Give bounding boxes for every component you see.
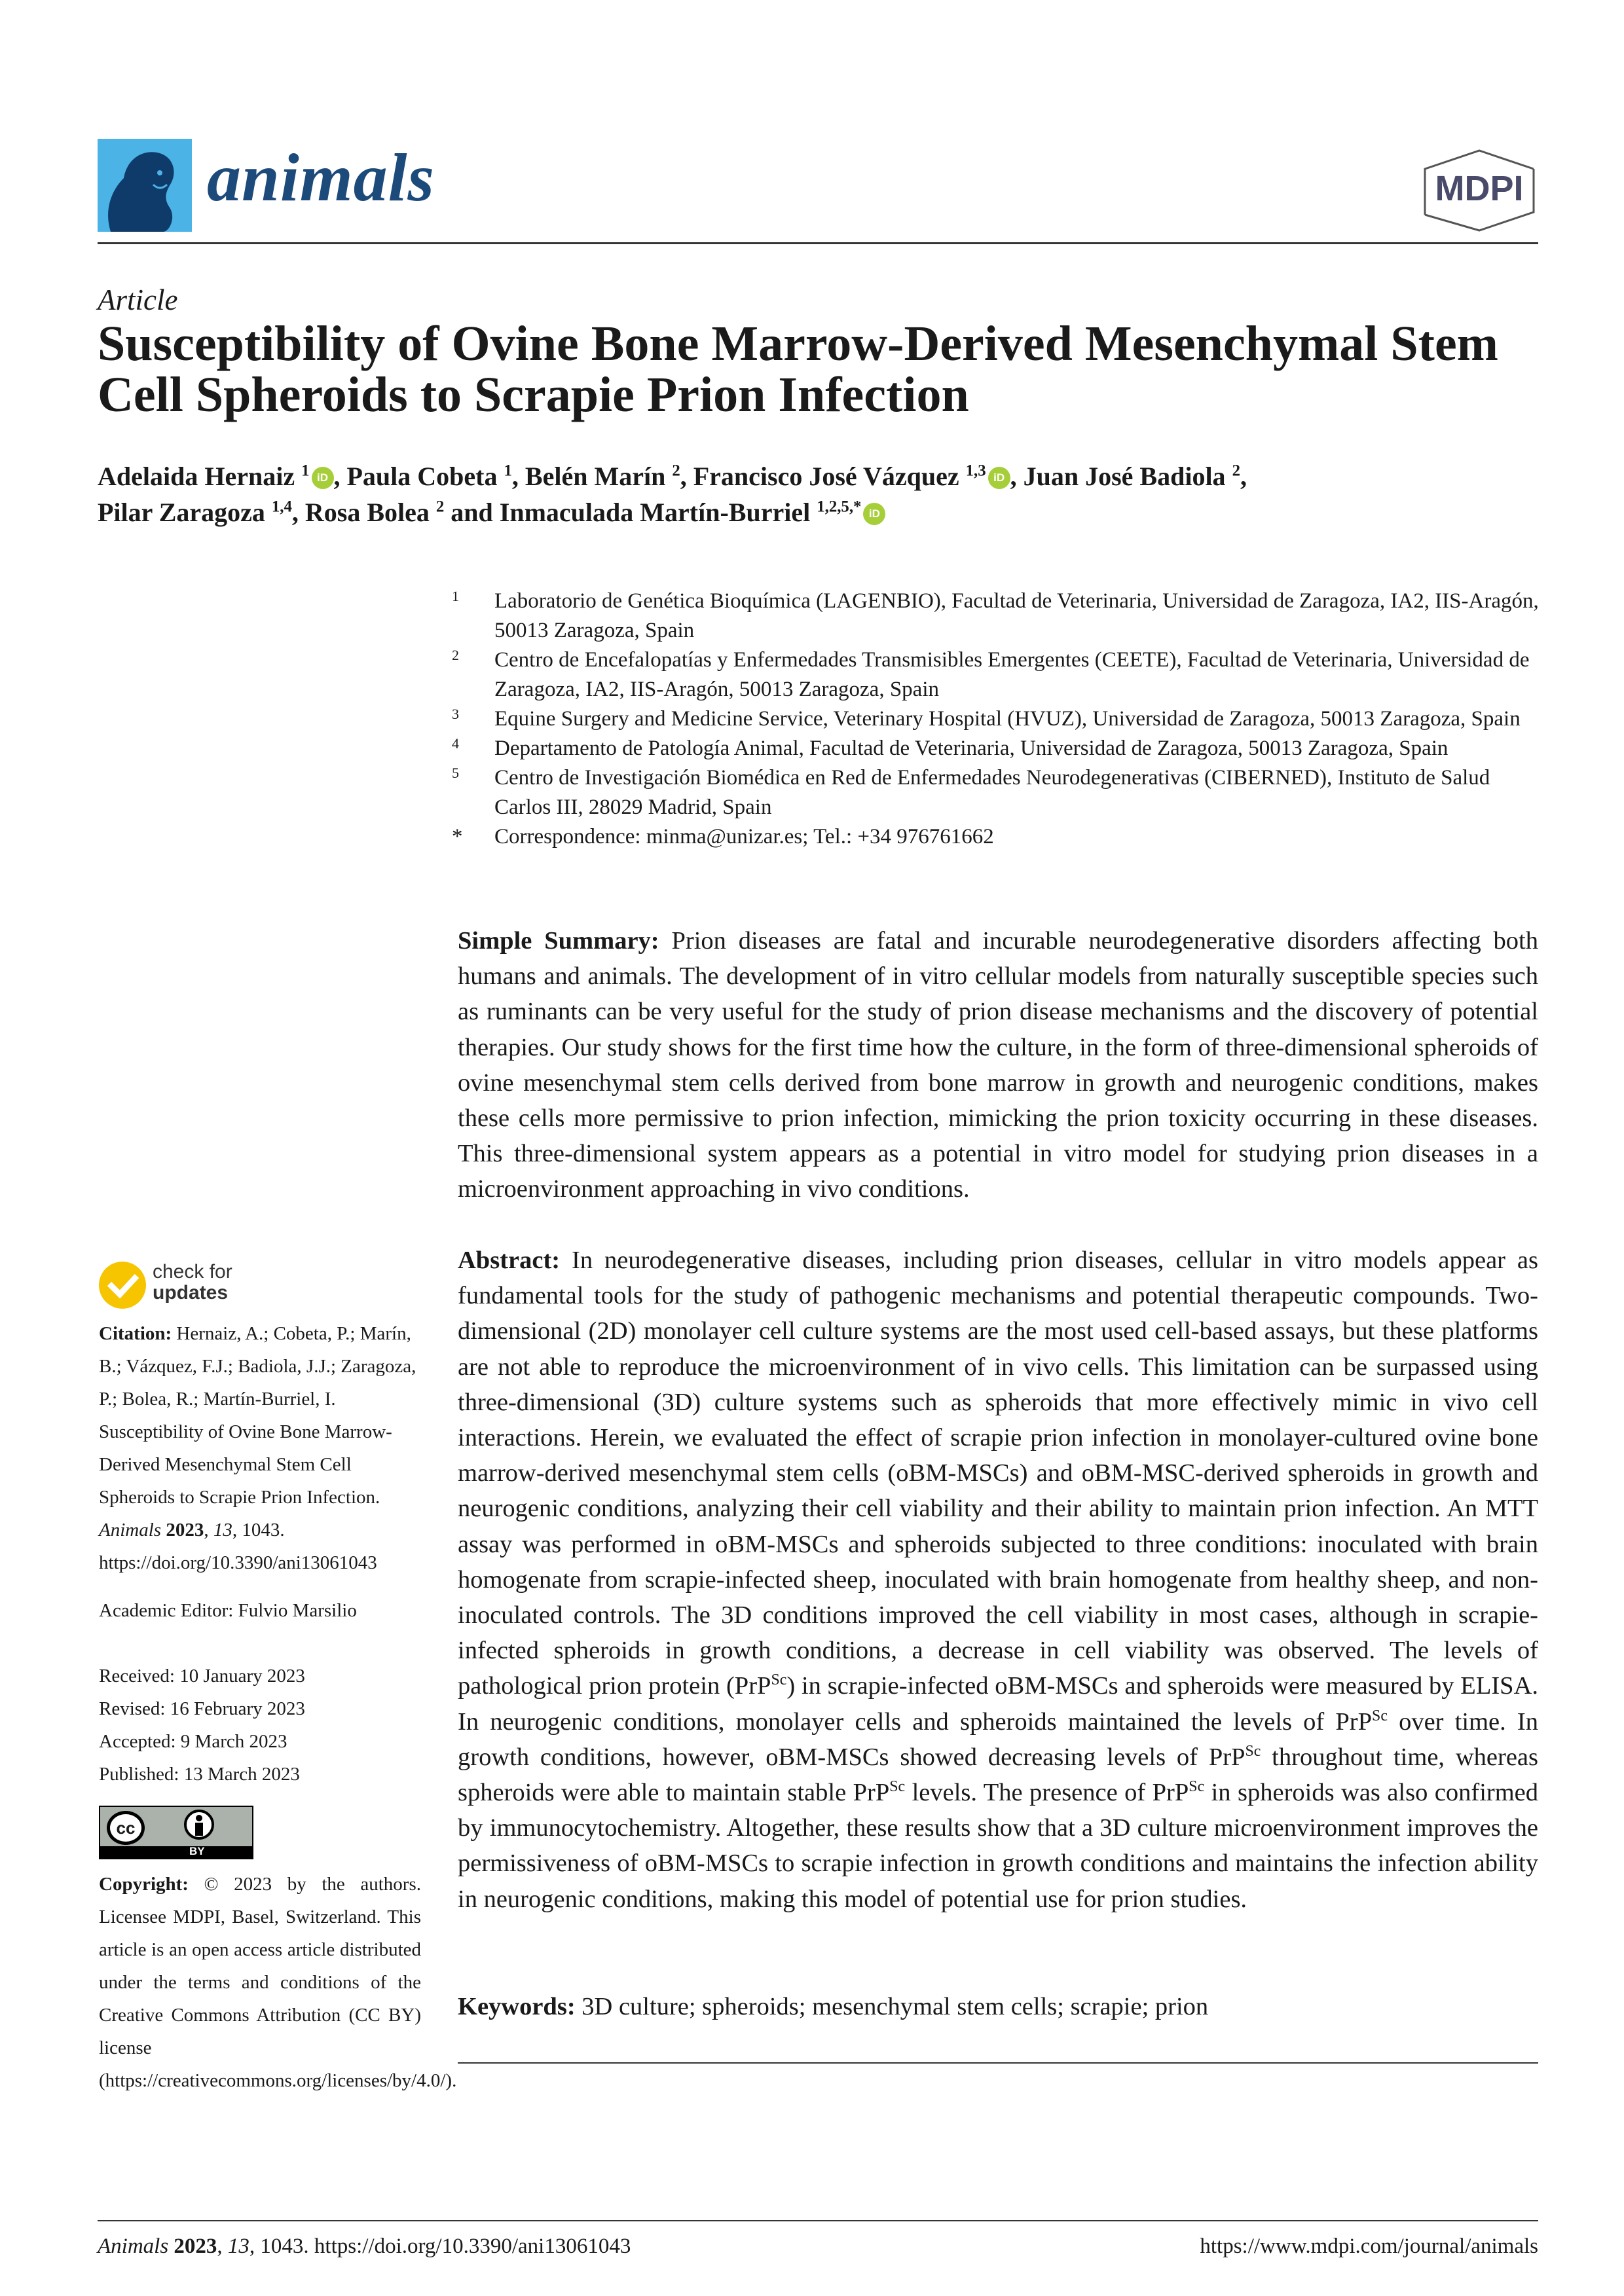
correspondence: * Correspondence: minma@unizar.es; Tel.: +34 976761662 — [452, 825, 994, 848]
monkey-icon — [98, 139, 192, 232]
affiliation: 3 Equine Surgery and Medicine Service, Veterinary Hospital (HVUZ), Universidad de Zaragoza, 50013 Zaragoza, Spain — [452, 706, 1521, 731]
author[interactable]: Juan José Badiola $^2$ — [1023, 462, 1240, 491]
copyright-notice: Copyright: © 2023 by the authors. Licensee MDPI, Basel, Switzerland. This article is an open access article distributed under the terms and conditions of the Creative Commons Attribution (CC BY) license (https://creativecommons.org/licenses/by/4.0/). — [99, 1874, 457, 2091]
orcid-icon[interactable]: iD — [863, 503, 885, 525]
cc-by-license-badge[interactable]: cc BY — [99, 1806, 253, 1859]
journal-logo — [98, 139, 192, 232]
header-rule — [98, 242, 1538, 244]
date-published: Published: 13 March 2023 — [99, 1764, 300, 1785]
author[interactable]: Rosa Bolea $^2$ — [304, 498, 445, 527]
article-type: Article — [98, 283, 178, 316]
person-icon — [184, 1810, 214, 1840]
date-received: Received: 10 January 2023 — [99, 1666, 305, 1686]
author[interactable]: Adelaida Hernaiz $^1$ — [98, 462, 310, 491]
author[interactable]: Belén Marín $^2$ — [525, 462, 680, 491]
author[interactable]: Francisco José Vázquez $^{1,3}$ — [693, 462, 986, 491]
journal-name: animals — [207, 140, 435, 215]
affiliation: 2 Centro de Encefalopatías y Enfermedades Transmisibles Emergentes (CEETE), Facultad de Veterinaria, Universidad de Zaragoza, IA2, IIS-Aragón, 50013 Zaragoza, Spain — [452, 647, 1530, 701]
simple-summary-label: Simple Summary: — [458, 927, 659, 955]
orcid-icon[interactable]: iD — [988, 467, 1010, 489]
abstract-rule — [458, 2062, 1538, 2064]
keywords-label: Keywords: — [458, 1993, 576, 2020]
affiliations — [452, 587, 1542, 852]
keywords-text: 3D culture; spheroids; mesenchymal stem cells; scrapie; prion — [581, 1993, 1209, 2020]
simple-summary — [458, 923, 1538, 1207]
affiliation: 4 Departamento de Patología Animal, Facultad de Veterinaria, Universidad de Zaragoza, 50013 Zaragoza, Spain — [452, 735, 1449, 760]
affiliation: 1 Laboratorio de Genética Bioquímica (LAGENBIO), Facultad de Veterinaria, Universidad de Zaragoza, IA2, IIS-Aragón, 50013 Zaragoza, Spain — [452, 588, 1539, 642]
author-list: Adelaida Hernaiz $^1$ iD , Paula Cobeta $^1$, Belén Marín $^2$, Francisco José Vázquez $^{1,3}$ iD , Juan José Badiola $^2$, Pilar Zaragoza $^{1,4}$, Rosa Bolea $^2$ and Inmaculada Martín-Burriel $^{1,2,5,*}$ iD — [98, 462, 1247, 527]
journal-url-link[interactable]: https://www.mdpi.com/journal/animals — [1200, 2234, 1538, 2258]
affiliation: 5 Centro de Investigación Biomédica en Red de Enfermedades Neurodegenerativas (CIBERNED), Instituto de Salud Carlos III, 28029 Madrid, Spain — [452, 765, 1490, 819]
abstract-label: Abstract: — [458, 1247, 561, 1274]
keywords — [458, 1989, 1538, 2024]
author[interactable]: Paula Cobeta $^1$ — [346, 462, 512, 491]
publication-dates — [99, 1660, 421, 1791]
footer-citation: Animals 2023, 13, 1043. https://doi.org/10.3390/ani13061043 — [98, 2234, 631, 2258]
citation: Citation: Hernaiz, A.; Cobeta, P.; Marín, B.; Vázquez, F.J.; Badiola, J.J.; Zaragoza, P.; Bolea, R.; Martín-Burriel, I. Susceptibility of Ovine Bone Marrow-Derived Mesenchymal Stem Cell Spheroids to Scrapie Prion Infection. Animals 2023, 13, 1043. https://doi.org/10.3390/ani13061043 — [99, 1323, 416, 1573]
academic-editor: Academic Editor: Fulvio Marsilio — [99, 1600, 357, 1621]
date-revised: Revised: 16 February 2023 — [99, 1698, 305, 1719]
orcid-icon[interactable]: iD — [312, 467, 334, 489]
mdpi-logo — [1418, 149, 1540, 232]
author[interactable]: Pilar Zaragoza $^{1,4}$ — [98, 498, 292, 527]
date-accepted: Accepted: 9 March 2023 — [99, 1731, 287, 1752]
abstract: Abstract: In neurodegenerative diseases, including prion diseases, cellular in vitro models appear as fundamental tools for the study of pathogenic mechanisms and potential therapeutic compounds. Two-dimensional (2D) monolayer cell culture systems are the most used cell-based assays, but these platforms are not able to reproduce the microenvironment of in vivo cells. This limitation can be surpassed using three-dimensional (3D) culture systems such as spheroids that more effectively mimic in vivo cell interactions. Herein, we evaluated the effect of scrapie prion infection in monolayer-cultured ovine bone marrow-derived mesenchymal stem cells (oBM-MSCs) and oBM-MSC-derived spheroids in growth and neurogenic conditions, analyzing their cell viability and their ability to maintain prion infection. An MTT assay was performed in oBM-MSCs and spheroids subjected to three conditions: inoculated with brain homogenate from scrapie-infected sheep, inoculated with brain homogenate from healthy sheep, and non-inoculated controls. The 3D conditions improved the cell viability in most cases, although in scrapie-infected spheroids in growth conditions, a decrease in cell viability was observed. The levels of pathological prion protein (PrP$^{Sc}$) in scrapie-infected oBM-MSCs and spheroids were measured by ELISA. In neurogenic conditions, monolayer cells and spheroids maintained the levels of PrP$^{Sc}$ over time. In growth conditions, however, oBM-MSCs showed decreasing levels of PrP$^{Sc}$ throughout time, whereas spheroids were able to maintain stable PrP$^{Sc}$ levels. The presence of PrP$^{Sc}$ in spheroids was also confirmed by immunocytochemistry. Altogether, these results show that a 3D culture microenvironment improves the permissiveness of oBM-MSCs to scrapie infection in growth conditions and maintains the infection ability in neurogenic conditions, making this model of potential use for prion studies. — [458, 1247, 1539, 1913]
simple-summary-text: Prion diseases are fatal and incurable neurodegenerative disorders affecting both humans and animals. The development of in vitro cellular models from naturally susceptible species such as ruminants can be very useful for the study of prion disease mechanisms and the discovery of potential therapies. Our study shows for the first time how the culture, in the form of three-dimensional spheroids of ovine mesenchymal stem cells derived from bone marrow in growth and neurogenic conditions, makes these cells more permissive to prion infection, mimicking the prion toxicity occurring in these diseases. This three-dimensional system appears as a potential in vitro model for studying prion diseases in a microenvironment approaching in vivo conditions. — [458, 927, 1538, 1203]
mdpi-logo-text: MDPI — [1435, 169, 1524, 208]
article-title: Susceptibility of Ovine Bone Marrow-Derived Mesenchymal Stem Cell Spheroids to Scrapie Prion Infection — [98, 316, 1498, 422]
author[interactable]: Inmaculada Martín-Burriel $^{1,2,5,*}$ — [499, 498, 862, 527]
check-icon — [98, 1260, 147, 1310]
footer-rule — [98, 2220, 1538, 2221]
cc-icon: cc — [107, 1811, 145, 1845]
check-for-updates-button[interactable]: check for updates — [98, 1259, 294, 1311]
